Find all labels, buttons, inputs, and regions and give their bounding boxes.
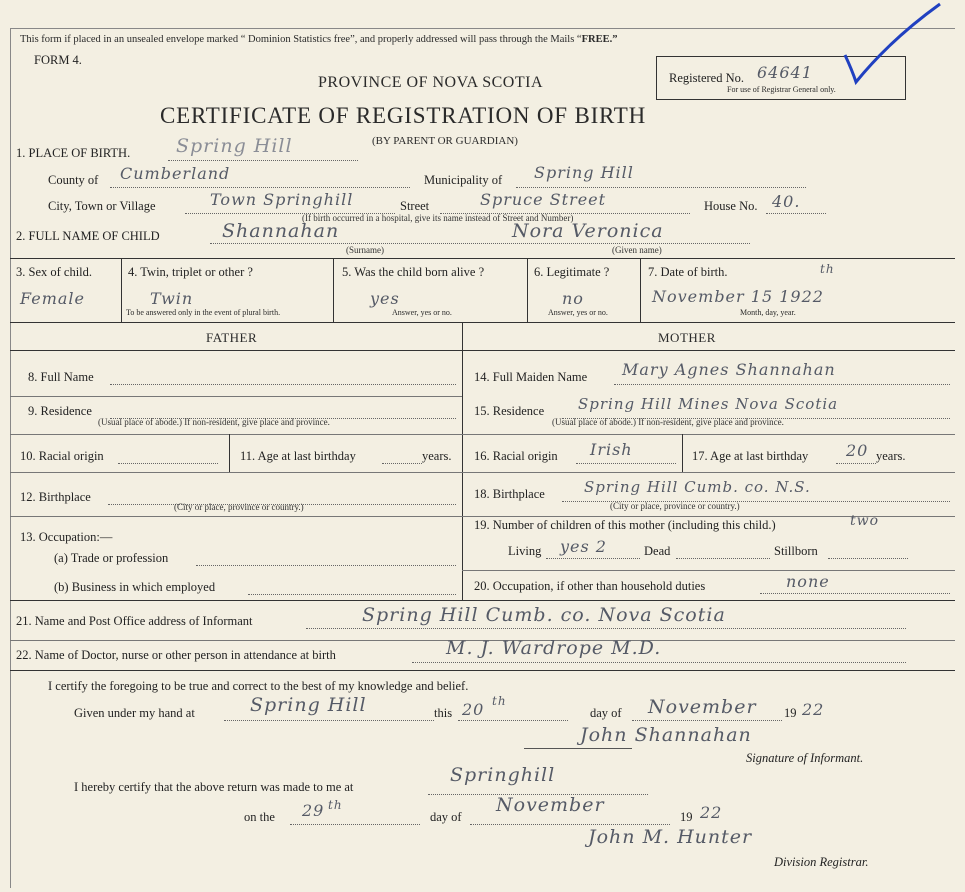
registrar-place: Springhill <box>450 764 556 786</box>
mother-occupation-line <box>760 593 950 594</box>
municipality-label: Municipality of <box>424 173 503 187</box>
registered-note: For use of Registrar General only. <box>727 85 836 94</box>
twin-note: To be answered only in the event of plural birth. <box>126 308 281 317</box>
mother-racial-line <box>576 463 676 464</box>
mother-racial-label: 16. Racial origin <box>474 449 558 463</box>
informant-signature: John Shannahan <box>580 724 752 746</box>
doctor-label: 22. Name of Doctor, nurse or other person in attendance at birth <box>16 648 336 662</box>
mother-age-value: 20 <box>846 441 869 460</box>
father-heading: FATHER <box>206 330 258 345</box>
surname-note: (Surname) <box>346 245 384 255</box>
mother-dead-label: Dead <box>644 544 671 558</box>
father-business-line <box>248 594 456 595</box>
registrar-signature-label: Division Registrar. <box>774 855 869 869</box>
mother-children-label: 19. Number of children of this mother (including this child.) <box>474 518 776 532</box>
mother-occupation-label: 20. Occupation, if other than household duties <box>474 579 706 593</box>
registrar-signature: John M. Hunter <box>588 826 753 848</box>
father-racial-line <box>118 463 218 464</box>
alive-label: 5. Was the child born alive ? <box>342 265 485 279</box>
twin-label: 4. Twin, triplet or other ? <box>128 265 253 279</box>
father-years: years. <box>422 449 452 463</box>
registrar-day: 29 <box>302 801 325 820</box>
parents-header-line <box>10 350 955 351</box>
row-10-line <box>10 472 955 473</box>
mother-living-line <box>546 558 640 559</box>
date-superscript: th <box>820 262 835 276</box>
child-given-name: Nora Veronica <box>512 220 664 242</box>
div-4 <box>640 258 641 322</box>
mother-living-label: Living <box>508 544 542 558</box>
mother-living-value: yes 2 <box>560 537 607 556</box>
row-9-line <box>10 434 955 435</box>
mother-age-line <box>836 463 876 464</box>
twin-value: Twin <box>150 289 194 308</box>
registered-value: 64641 <box>757 63 813 82</box>
mother-stillborn-label: Stillborn <box>774 544 818 558</box>
signature-stroke-left <box>524 748 632 749</box>
certify-text: I certify the foregoing to be true and correct to the best of my knowledge and belief. <box>48 679 469 693</box>
on-the-label: on the <box>244 810 275 824</box>
father-age-divider <box>229 434 230 472</box>
legitimate-value: no <box>562 289 584 308</box>
house-no-line <box>766 213 826 214</box>
doctor-value: M. J. Wardrope M.D. <box>446 637 662 659</box>
registrar-day-sup: th <box>328 798 343 812</box>
mother-residence-label: 15. Residence <box>474 404 545 418</box>
city-value: Town Springhill <box>210 190 354 209</box>
father-business-label: (b) Business in which employed <box>54 580 216 594</box>
certify-month-line <box>632 720 782 721</box>
form-number: FORM 4. <box>34 53 82 67</box>
hospital-note: (If birth occurred in a hospital, give its name instead of Street and Number) <box>302 213 574 223</box>
given-under-label: Given under my hand at <box>74 706 195 720</box>
registrar-month: November <box>496 794 605 816</box>
mother-maiden-line <box>614 384 950 385</box>
informant-signature-label: Signature of Informant. <box>746 751 864 765</box>
father-racial-label: 10. Racial origin <box>20 449 104 463</box>
city-label: City, Town or Village <box>48 199 156 213</box>
given-place-value: Spring Hill <box>250 694 367 716</box>
house-no-label: House No. <box>704 199 758 213</box>
mother-children-value: two <box>850 513 880 529</box>
father-residence-label: 9. Residence <box>28 404 92 418</box>
informant-label: 21. Name and Post Office address of Informant <box>16 614 253 628</box>
father-occupation-label: 13. Occupation:— <box>20 530 113 544</box>
father-residence-note: (Usual place of abode.) If non-resident, give place and province. <box>98 417 330 427</box>
div-2 <box>333 258 334 322</box>
mother-residence-value: Spring Hill Mines Nova Scotia <box>578 395 839 413</box>
mother-occupation-value: none <box>786 572 830 591</box>
mother-age-divider <box>682 434 683 472</box>
sex-label: 3. Sex of child. <box>16 265 93 279</box>
registrar-year-prefix: 19 <box>680 810 693 824</box>
mother-heading: MOTHER <box>658 330 716 345</box>
informant-value: Spring Hill Cumb. co. Nova Scotia <box>362 604 726 626</box>
row3-bottom-line <box>10 322 955 323</box>
place-of-birth-label: 1. PLACE OF BIRTH. <box>16 146 131 160</box>
county-value: Cumberland <box>120 164 231 183</box>
registrar-day-line <box>290 824 420 825</box>
county-label: County of <box>48 173 99 187</box>
certificate-title: CERTIFICATE OF REGISTRATION OF BIRTH <box>160 103 647 128</box>
mother-dead-line <box>676 558 770 559</box>
street-label: Street <box>400 199 430 213</box>
father-mother-divider <box>462 322 463 600</box>
county-line <box>110 187 410 188</box>
father-trade-line <box>196 565 456 566</box>
child-surname: Shannahan <box>222 220 340 242</box>
registrar-month-line <box>470 824 670 825</box>
place-of-birth-line <box>168 160 358 161</box>
div-3 <box>527 258 528 322</box>
mother-maiden-label: 14. Full Maiden Name <box>474 370 588 384</box>
div-1 <box>121 258 122 322</box>
registrar-day-of: day of <box>430 810 462 824</box>
this-label: this <box>434 706 453 720</box>
house-no-value: 40. <box>772 192 801 211</box>
date-value: November 15 1922 <box>652 287 824 306</box>
mother-racial-value: Irish <box>590 440 633 459</box>
mother-residence-note: (Usual place of abode.) If non-resident, give place and province. <box>552 417 784 427</box>
mother-age-label: 17. Age at last birthday <box>692 449 809 463</box>
mother-birthplace-value: Spring Hill Cumb. co. N.S. <box>584 478 811 496</box>
given-note: (Given name) <box>612 245 662 255</box>
date-label: 7. Date of birth. <box>648 265 728 279</box>
certify-day-of-label: day of <box>590 706 622 720</box>
mother-birthplace-note: (City or place, province or country.) <box>610 501 740 511</box>
alive-value: yes <box>370 289 400 308</box>
father-trade-label: (a) Trade or profession <box>54 551 169 565</box>
legitimate-label: 6. Legitimate ? <box>534 265 610 279</box>
mother-maiden-value: Mary Agnes Shannahan <box>622 360 836 379</box>
mother-birthplace-label: 18. Birthplace <box>474 487 545 501</box>
top-border <box>10 28 955 29</box>
registered-label: Registered No. <box>669 71 744 85</box>
legitimate-note: Answer, yes or no. <box>548 308 608 317</box>
date-note: Month, day, year. <box>740 308 796 317</box>
father-birthplace-label: 12. Birthplace <box>20 490 91 504</box>
mother-stillborn-line <box>828 558 908 559</box>
mail-notice: This form if placed in an unsealed envelope marked “ Dominion Statistics free”, and properly addressed will pass through the Mails “FREE.” <box>20 34 618 45</box>
father-birthplace-note: (City or place, province or country.) <box>174 502 304 512</box>
municipality-value: Spring Hill <box>534 163 634 182</box>
row-19-line <box>462 570 955 571</box>
alive-note: Answer, yes or no. <box>392 308 452 317</box>
father-row-8 <box>10 396 462 397</box>
father-age-label: 11. Age at last birthday <box>240 449 356 463</box>
this-day-value: 20 <box>462 700 485 719</box>
place-of-birth-value: Spring Hill <box>176 135 293 157</box>
sex-value: Female <box>20 289 85 308</box>
father-name-label: 8. Full Name <box>28 370 94 384</box>
municipality-line <box>516 187 806 188</box>
province-heading: PROVINCE OF NOVA SCOTIA <box>318 74 544 91</box>
this-day-sup: th <box>492 694 507 708</box>
row-22-line <box>10 670 955 671</box>
certify-year-prefix: 19 <box>784 706 797 720</box>
doctor-line <box>412 662 906 663</box>
registrar-year: 22 <box>700 803 723 822</box>
this-day-line <box>458 720 568 721</box>
row-12-line <box>10 516 955 517</box>
certify-month: November <box>648 696 757 718</box>
parents-bottom-line <box>10 600 955 601</box>
mother-years: years. <box>876 449 906 463</box>
certify-year: 22 <box>802 700 825 719</box>
checkmark-icon <box>840 0 950 90</box>
father-age-line <box>382 463 422 464</box>
left-border <box>10 28 11 888</box>
row3-top-line <box>10 258 955 259</box>
informant-line <box>306 628 906 629</box>
given-place-line <box>224 720 434 721</box>
registrar-text: I hereby certify that the above return was made to me at <box>74 780 354 794</box>
father-name-line <box>110 384 456 385</box>
child-name-line <box>210 243 750 244</box>
street-value: Spruce Street <box>480 190 607 209</box>
certificate-subtitle: (BY PARENT OR GUARDIAN) <box>372 135 518 147</box>
child-name-label: 2. FULL NAME OF CHILD <box>16 229 160 243</box>
